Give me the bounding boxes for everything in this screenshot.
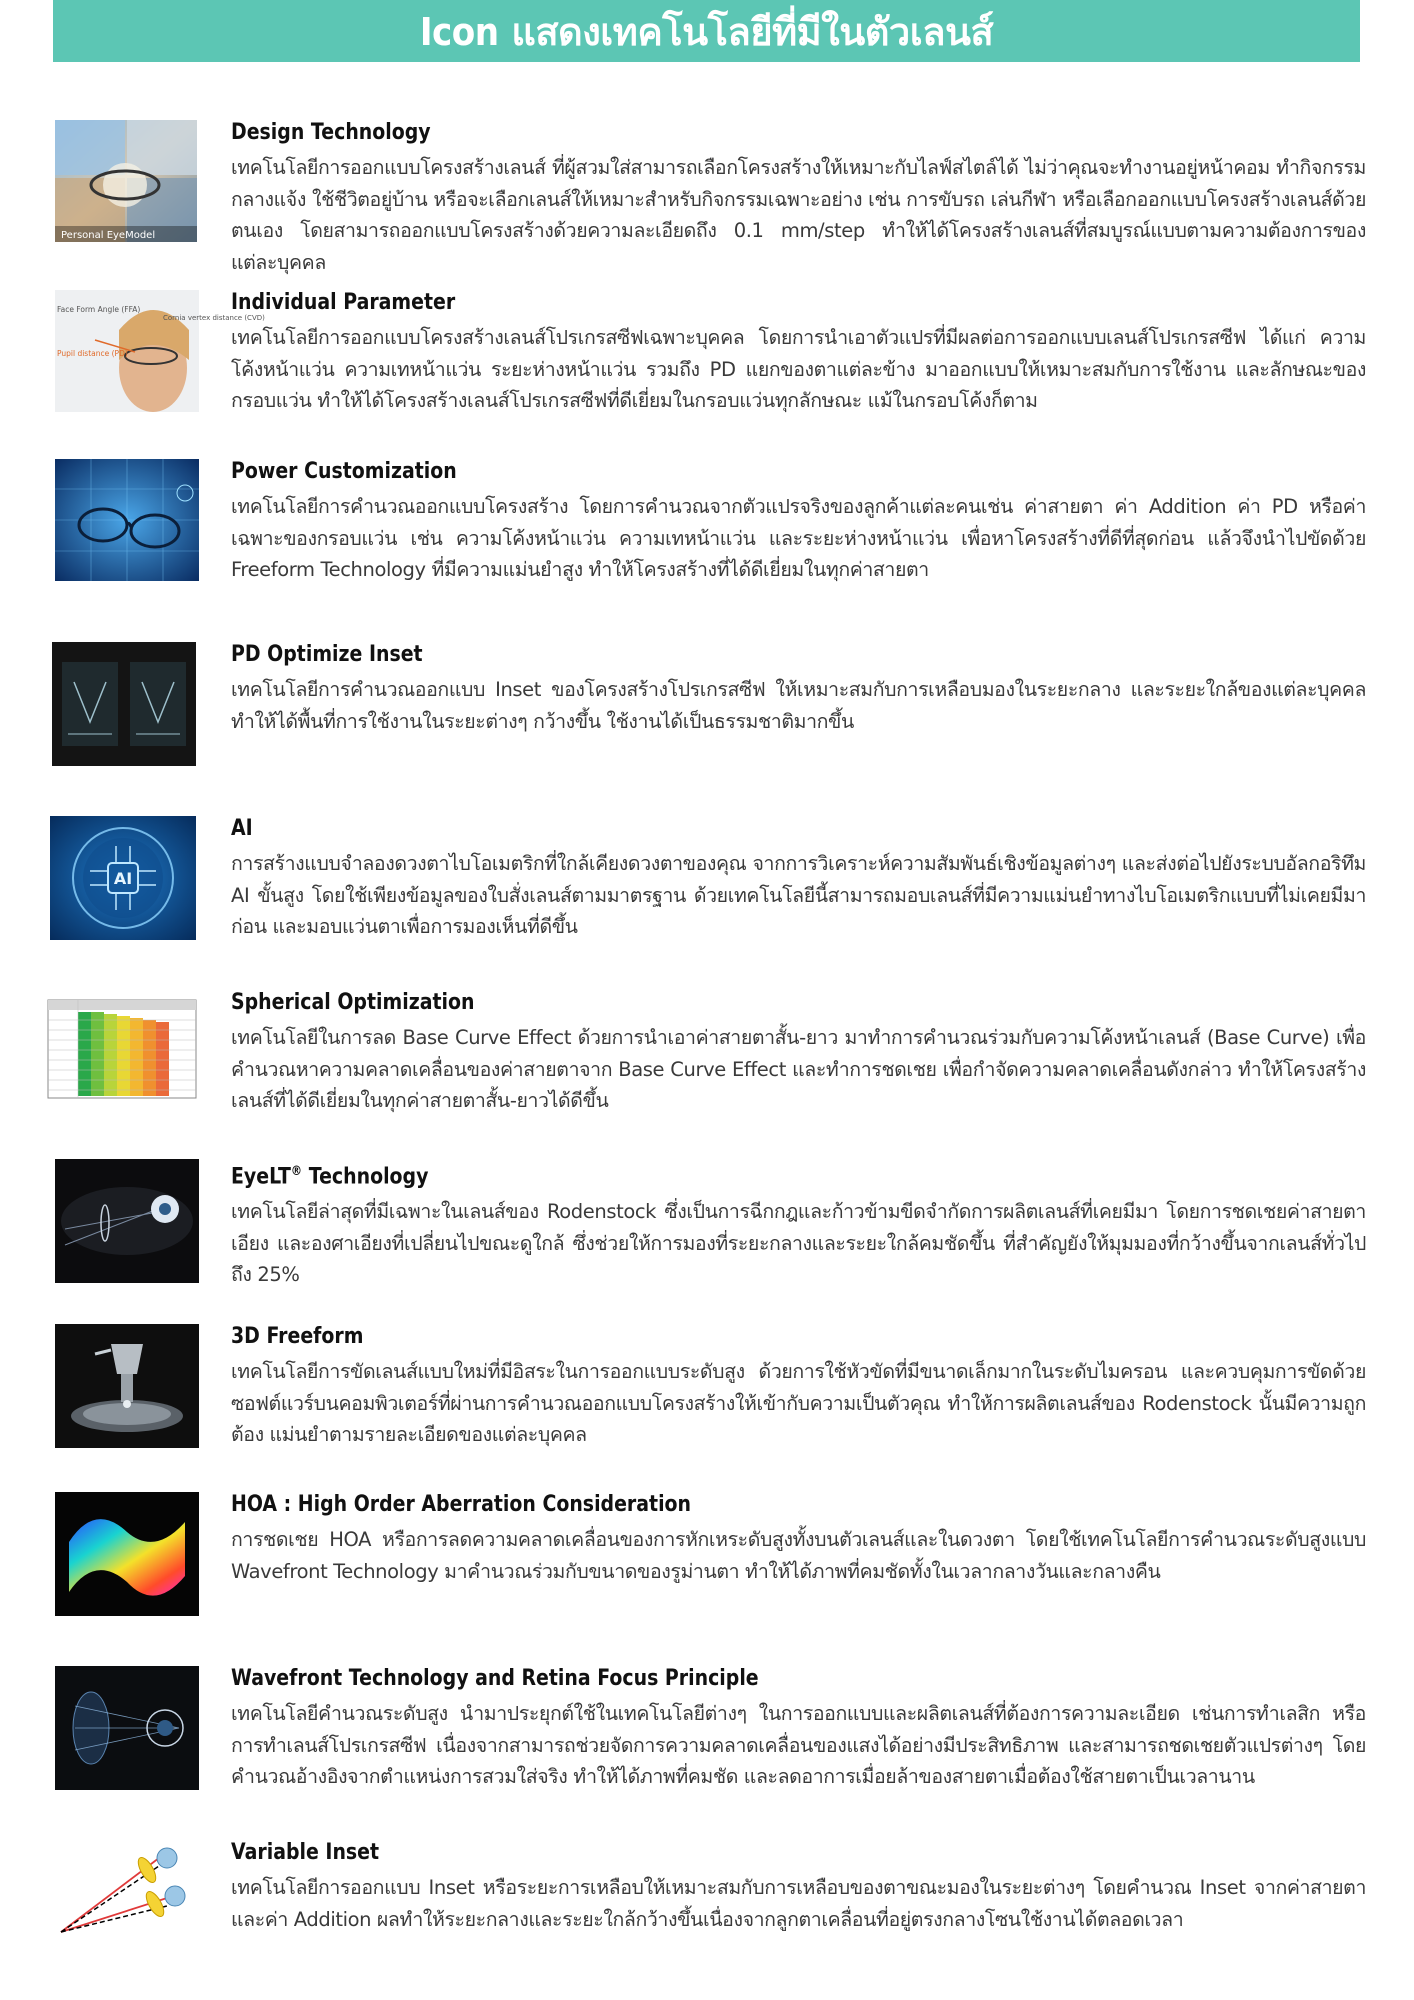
- 3d-freeform-photo-icon: [55, 1324, 199, 1448]
- power-customization-photo-icon: [55, 459, 199, 581]
- item-description: การชดเชย HOA หรือการลดความคลาดเคลื่อนของการหักเหระดับสูงทั้งบนตัวเลนส์และในดวงตา โดยใช้เทคโนโลยีการคำนวณระดับสูงแบบ Wavefront Technology มาคำนวณร่วมกับขนาดของรูม่านตา ทำให้ได้ภาพที่คมชัดทั้งในเวลากลางวันและกลางคืน: [231, 1528, 1366, 1583]
- item-description: เทคโนโลยีการคำนวณออกแบบโครงสร้าง โดยการคำนวณจากตัวแปรจริงของลูกค้าแต่ละคนเช่น ค่าสายตา ค่า Addition ค่า PD หรือค่าเฉพาะของกรอบแว่น เช่น ความโค้งหน้าแว่น ความเทหน้าแว่น และระยะห่างหน้าแว่น เพื่อหาโครงสร้างที่ดีที่สุดก่อน แล้วจึงนำไปขัดด้วย Freeform Technology ที่มีความแม่นยำสูง ทำให้โครงสร้างที่ได้ดีเยี่ยมในทุกค่าสายตา: [231, 495, 1366, 581]
- spherical-optimization-table-icon: [48, 1000, 196, 1098]
- svg-text:Personal EyeModel: Personal EyeModel: [61, 230, 156, 241]
- item-title: Wavefront Technology and Retina Focus Principle: [231, 1666, 759, 1691]
- svg-text:AI: AI: [113, 869, 133, 888]
- wavefront-retina-photo-icon: [55, 1666, 199, 1790]
- tech-item-text: [231, 1490, 1366, 1587]
- eyelt-technology-photo-icon: [55, 1159, 199, 1283]
- tech-item-text: [231, 1157, 1366, 1291]
- item-title: Individual Parameter: [231, 290, 456, 315]
- tech-item-text: [231, 1838, 1366, 1935]
- pd-optimize-inset-photo-icon: [52, 642, 196, 766]
- hoa-wavefront-surface-icon: [55, 1492, 199, 1616]
- tech-item-text: [231, 118, 1366, 278]
- design-technology-photo-icon: [55, 120, 197, 242]
- svg-text:Cornia vertex distance (CVD): Cornia vertex distance (CVD): [163, 314, 265, 322]
- header-banner: [53, 0, 1360, 62]
- item-title: Power Customization: [231, 459, 457, 484]
- page-title: Icon แสดงเทคโนโลยีที่มีในตัวเลนส์: [419, 9, 994, 54]
- item-title: AI: [231, 816, 253, 841]
- item-description: เทคโนโลยีล่าสุดที่มีเฉพาะในเลนส์ของ Rodenstock ซึ่งเป็นการฉีกกฎและก้าวข้ามขีดจำกัดการผลิตเลนส์ที่เคยมีมา โดยการชดเชยค่าสายตาเอียง และองศาเอียงที่เปลี่ยนไปขณะดูใกล้ ซึ่งช่วยให้การมองที่ระยะกลางและระยะใกล้คมชัดขึ้น ที่สำคัญยังให้มุมมองที่กว้างขึ้นจากเลนส์ทั่วไปถึง 25%: [231, 1200, 1366, 1287]
- ai-chip-icon: [50, 816, 196, 940]
- individual-parameter-photo-icon: [55, 290, 265, 412]
- tech-item-text: [231, 640, 1366, 737]
- tech-item-text: [231, 1664, 1366, 1793]
- item-description: การสร้างแบบจำลองดวงตาไบโอเมตริกที่ใกล้เคียงดวงตาของคุณ จากการวิเคราะห์ความสัมพันธ์เชิงข้อมูลต่างๆ และส่งต่อไปยังระบบอัลกอริทึม AI ขั้นสูง โดยใช้เพียงข้อมูลของใบสั่งเลนส์ตามมาตรฐาน ด้วยเทคโนโลยีนี้สามารถมอบเลนส์ที่มีความแม่นยำทางไบโอเมตริกแบบที่ไม่เคยมีมาก่อน และมอบแว่นตาเพื่อการมองเห็นที่ดีขึ้น: [231, 852, 1366, 938]
- item-description: เทคโนโลยีในการลด Base Curve Effect ด้วยการนำเอาค่าสายตาสั้น-ยาว มาทำการคำนวณร่วมกับความโค้งหน้าเลนส์ (Base Curve) เพื่อคำนวณหาความคลาดเคลื่อนของค่าสายตาจาก Base Curve Effect และทำการชดเชย เพื่อกำจัดความคลาดเคลื่อนดังกล่าว ทำให้โครงสร้างเลนส์ที่ได้ดีเยี่ยมในทุกค่าสายตาสั้น-ยาวได้ดีขึ้น: [231, 1026, 1366, 1112]
- tech-item-text: [231, 988, 1366, 1117]
- item-title: Design Technology: [231, 120, 431, 145]
- item-title: EyeLT® Technology: [231, 1164, 429, 1190]
- item-description: เทคโนโลยีการออกแบบโครงสร้างเลนส์ ที่ผู้สวมใส่สามารถเลือกโครงสร้างให้เหมาะกับไลฟ์สไตล์ได้ ไม่ว่าคุณจะทำงานอยู่หน้าคอม ทำกิจกรรมกลางแจ้ง ใช้ชีวิตอยู่บ้าน หรือจะเลือกเลนส์ให้เหมาะสำหรับกิจกรรมเฉพาะอย่าง เช่น การขับรถ เล่นกีฬา หรือเลือกออกแบบโครงสร้างเลนส์ด้วยตนเอง โดยสามารถออกแบบโครงสร้างด้วยความละเอียดถึง 0.1 mm/step ทำให้ได้โครงสร้างเลนส์ที่สมบูรณ์แบบตามความต้องการของแต่ละบุคคล: [231, 156, 1366, 274]
- item-description: เทคโนโลยีการออกแบบโครงสร้างเลนส์โปรเกรสซีฟเฉพาะบุคคล โดยการนำเอาตัวแปรที่มีผลต่อการออกแบบเลนส์โปรเกรสซีฟ ได้แก่ ความโค้งหน้าแว่น ความเทหน้าแว่น ระยะห่างหน้าแว่น รวมถึง PD แยกของตาแต่ละข้าง มาออกแบบให้เหมาะสมกับการใช้งาน และลักษณะของกรอบแว่น ทำให้ได้โครงสร้างเลนส์โปรเกรสซีฟที่ดีเยี่ยมในกรอบแว่นทุกลักษณะ แม้ในกรอบโค้งก็ตาม: [231, 326, 1366, 412]
- tech-item-text: [231, 1322, 1366, 1451]
- tech-item-text: [231, 457, 1366, 586]
- tech-item-text: [231, 288, 1366, 417]
- item-title: HOA : High Order Aberration Consideration: [231, 1492, 692, 1517]
- item-description: เทคโนโลยีการออกแบบ Inset หรือระยะการเหลือบให้เหมาะสมกับการเหลือบของตาขณะมองในระยะต่างๆ โดยคำนวณ Inset จากค่าสายตาและค่า Addition ผลทำให้ระยะกลางและระยะใกล้กว้างขึ้นเนื่องจากลูกตาเคลื่อนที่อยู่ตรงกลางโซนใช้งานได้ตลอดเวลา: [231, 1876, 1366, 1931]
- item-title: Variable Inset: [231, 1840, 380, 1865]
- svg-text:Face Form Angle (FFA): Face Form Angle (FFA): [57, 305, 141, 314]
- item-title: 3D Freeform: [231, 1324, 364, 1349]
- item-description: เทคโนโลยีการขัดเลนส์แบบใหม่ที่มีอิสระในการออกแบบระดับสูง ด้วยการใช้หัวขัดที่มีขนาดเล็กมากในระดับไมครอน และควบคุมการขัดด้วยซอฟต์แวร์บนคอมพิวเตอร์ที่ผ่านการคำนวณออกแบบโครงสร้างให้เข้ากับความเป็นตัวคุณ ทำให้การผลิตเลนส์ของ Rodenstock นั้นมีความถูกต้อง แม่นยำตามรายละเอียดของแต่ละบุคคล: [231, 1360, 1366, 1446]
- variable-inset-diagram-icon: [55, 1840, 199, 1940]
- item-description: เทคโนโลยีคำนวณระดับสูง นำมาประยุกต์ใช้ในเทคโนโลยีต่างๆ ในการออกแบบและผลิตเลนส์ที่ต้องการความละเอียด เช่นการทำเลสิก หรือการทำเลนส์โปรเกรสซีฟ เนื่องจากสามารถช่วยจัดการความคลาดเคลื่อนของแสงได้อย่างมีประสิทธิภาพ และสามารถชดเชยตัวแปรต่างๆ โดยคำนวณอ้างอิงจากตำแหน่งการสวมใส่จริง ทำให้ได้ภาพที่คมชัด และลดอาการเมื่อยล้าของสายตาเมื่อต้องใช้สายตาเป็นเวลานาน: [231, 1702, 1366, 1788]
- tech-item-text: [231, 814, 1366, 943]
- item-title: PD Optimize Inset: [231, 642, 423, 667]
- item-title: Spherical Optimization: [231, 990, 475, 1015]
- item-description: เทคโนโลยีการคำนวณออกแบบ Inset ของโครงสร้างโปรเกรสซีฟ ให้เหมาะสมกับการเหลือบมองในระยะกลาง และระยะใกล้ของแต่ละบุคคล ทำให้ได้พื้นที่การใช้งานในระยะต่างๆ กว้างขึ้น ใช้งานได้เป็นธรรมชาติมากขึ้น: [231, 678, 1366, 733]
- svg-text:Pupil distance (PD): Pupil distance (PD): [57, 349, 128, 358]
